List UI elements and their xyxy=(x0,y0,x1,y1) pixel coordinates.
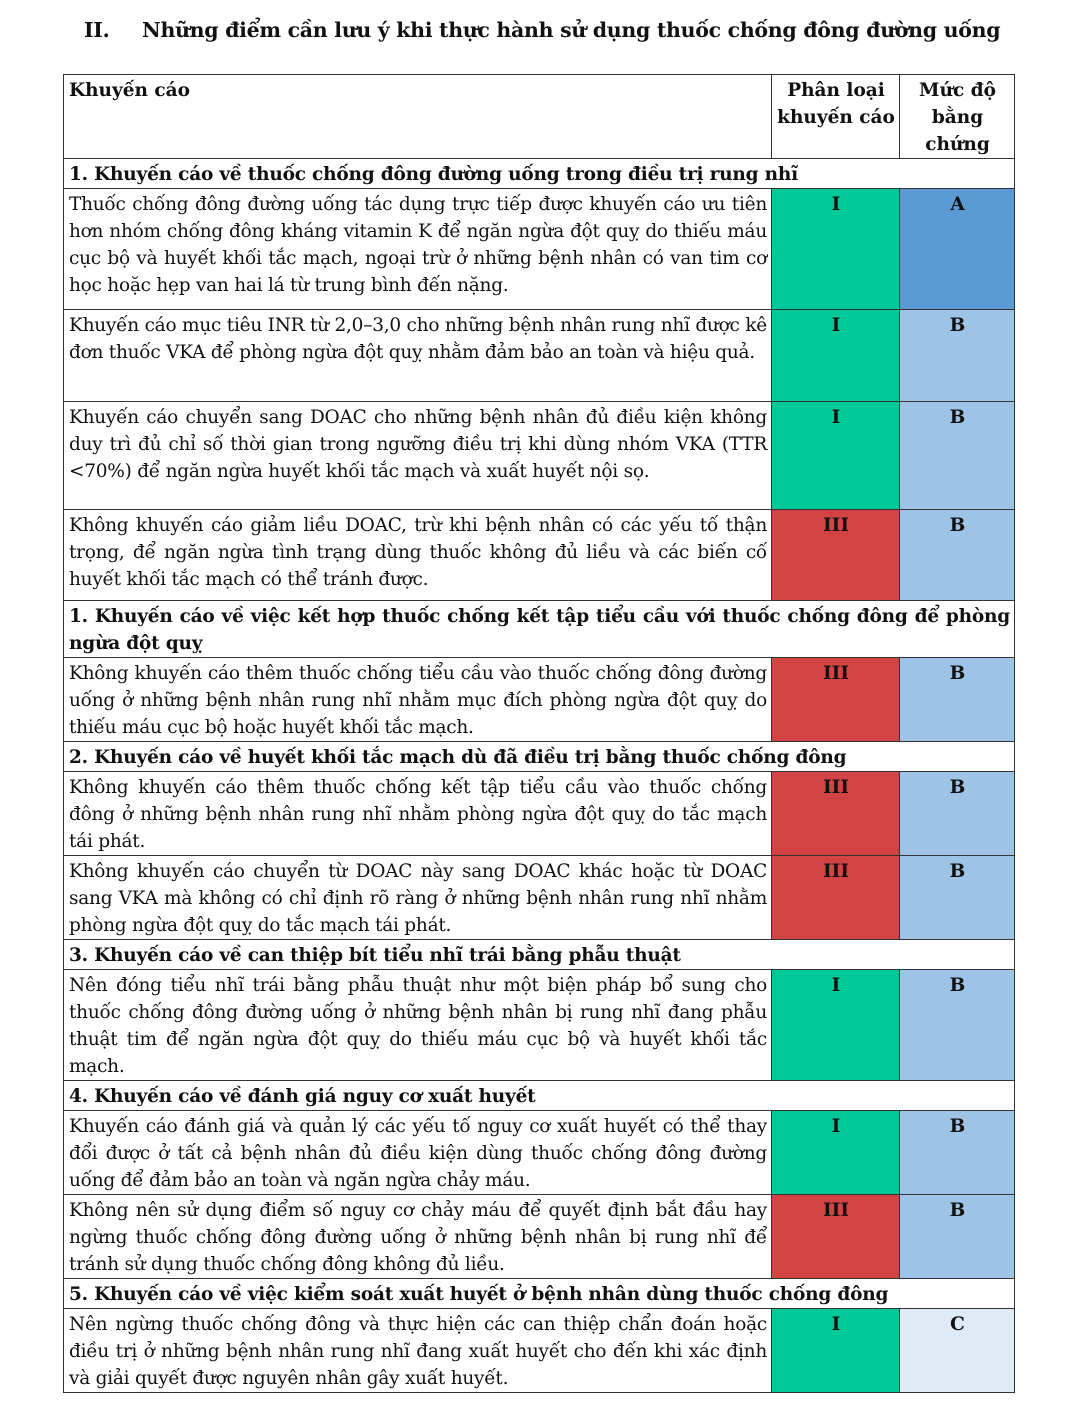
header-class: Phân loại khuyến cáo xyxy=(772,75,900,159)
class-cell: I xyxy=(772,1309,900,1393)
table-row xyxy=(64,856,1015,940)
table-row xyxy=(64,189,1015,310)
level-cell: A xyxy=(900,189,1015,310)
recommendation-text: Không khuyến cáo giảm liều DOAC, trừ khi bệnh nhân có các yếu tố thận trọng, để ngăn ngừa tình trạng dùng thuốc không đủ liều và các biến cố huyết khối tắc mạch có thể tránh được. xyxy=(64,510,772,601)
level-cell: B xyxy=(900,402,1015,510)
section-row xyxy=(64,1279,1015,1309)
recommendation-text: Nên đóng tiểu nhĩ trái bằng phẫu thuật như một biện pháp bổ sung cho thuốc chống đông đường uống ở những bệnh nhân bị rung nhĩ đang phẫu thuật tim để ngăn ngừa đột quỵ do thiếu máu cục bộ và huyết khối tắc mạch. xyxy=(64,970,772,1081)
section-title: 1. Khuyến cáo về việc kết hợp thuốc chống kết tập tiểu cầu với thuốc chống đông để phòng ngừa đột quỵ xyxy=(64,601,1015,658)
recommendation-text: Khuyến cáo mục tiêu INR từ 2,0–3,0 cho những bệnh nhân rung nhĩ được kê đơn thuốc VKA để phòng ngừa đột quỵ nhằm đảm bảo an toàn và hiệu quả. xyxy=(64,310,772,402)
table-row xyxy=(64,1195,1015,1279)
recommendation-text: Thuốc chống đông đường uống tác dụng trực tiếp được khuyến cáo ưu tiên hơn nhóm chống đông kháng vitamin K để ngăn ngừa đột quỵ do thiếu máu cục bộ và huyết khối tắc mạch, ngoại trừ ở những bệnh nhân có van tim cơ học hoặc hẹp van hai lá từ trung bình đến nặng. xyxy=(64,189,772,310)
class-cell: III xyxy=(772,856,900,940)
header-level: Mức độ bằng chứng xyxy=(900,75,1015,159)
table-row xyxy=(64,772,1015,856)
class-cell: III xyxy=(772,510,900,601)
table-row xyxy=(64,310,1015,402)
recommendation-text: Khuyến cáo đánh giá và quản lý các yếu tố nguy cơ xuất huyết có thể thay đổi được ở tất cả bệnh nhân đủ điều kiện dùng thuốc chống đông đường uống để đảm bảo an toàn và ngăn ngừa chảy máu. xyxy=(64,1111,772,1195)
class-cell: III xyxy=(772,772,900,856)
level-cell: B xyxy=(900,970,1015,1081)
table-row xyxy=(64,658,1015,742)
class-cell: I xyxy=(772,189,900,310)
section-title: 3. Khuyến cáo về can thiệp bít tiểu nhĩ trái bằng phẫu thuật xyxy=(64,940,1015,970)
class-cell: III xyxy=(772,1195,900,1279)
section-row xyxy=(64,940,1015,970)
level-cell: B xyxy=(900,856,1015,940)
level-cell: B xyxy=(900,310,1015,402)
level-cell: B xyxy=(900,510,1015,601)
level-cell: B xyxy=(900,1195,1015,1279)
recommendation-text: Nên ngừng thuốc chống đông và thực hiện các can thiệp chẩn đoán hoặc điều trị ở những bệnh nhân rung nhĩ đang xuất huyết cho đến khi xác định và giải quyết được nguyên nhân gây xuất huyết. xyxy=(64,1309,772,1393)
recommendation-text: Không khuyến cáo thêm thuốc chống kết tập tiểu cầu vào thuốc chống đông ở những bệnh nhân rung nhĩ nhằm phòng ngừa đột quỵ do tắc mạch tái phát. xyxy=(64,772,772,856)
level-cell: B xyxy=(900,658,1015,742)
class-cell: I xyxy=(772,970,900,1081)
recommendation-text: Không nên sử dụng điểm số nguy cơ chảy máu để quyết định bắt đầu hay ngừng thuốc chống đông đường uống ở những bệnh nhân bị rung nhĩ để tránh sử dụng thuốc chống đông không đủ liều. xyxy=(64,1195,772,1279)
class-cell: I xyxy=(772,402,900,510)
section-number: II. xyxy=(84,18,110,42)
table-row xyxy=(64,1111,1015,1195)
section-row xyxy=(64,1081,1015,1111)
section-title: 5. Khuyến cáo về việc kiểm soát xuất huyết ở bệnh nhân dùng thuốc chống đông xyxy=(64,1279,1015,1309)
section-heading xyxy=(84,18,1044,42)
section-title: Những điểm cần lưu ý khi thực hành sử dụng thuốc chống đông đường uống xyxy=(142,18,1001,42)
table-row xyxy=(64,402,1015,510)
table-row xyxy=(64,1309,1015,1393)
class-cell: I xyxy=(772,310,900,402)
level-cell: C xyxy=(900,1309,1015,1393)
recommendation-text: Không khuyến cáo thêm thuốc chống tiểu cầu vào thuốc chống đông đường uống ở những bệnh nhân rung nhĩ nhằm mục đích phòng ngừa đột quỵ do thiếu máu cục bộ hoặc huyết khối tắc mạch. xyxy=(64,658,772,742)
header-recommendation: Khuyến cáo xyxy=(64,75,772,159)
table-row xyxy=(64,970,1015,1081)
section-row xyxy=(64,159,1015,189)
table-row xyxy=(64,510,1015,601)
section-title: 4. Khuyến cáo về đánh giá nguy cơ xuất huyết xyxy=(64,1081,1015,1111)
section-row xyxy=(64,742,1015,772)
recommendation-table xyxy=(63,74,1015,1393)
class-cell: III xyxy=(772,658,900,742)
level-cell: B xyxy=(900,772,1015,856)
class-cell: I xyxy=(772,1111,900,1195)
recommendation-text: Không khuyến cáo chuyển từ DOAC này sang DOAC khác hoặc từ DOAC sang VKA mà không có chỉ định rõ ràng ở những bệnh nhân rung nhĩ nhằm phòng ngừa đột quỵ do tắc mạch tái phát. xyxy=(64,856,772,940)
recommendation-text: Khuyến cáo chuyển sang DOAC cho những bệnh nhân đủ điều kiện không duy trì đủ chỉ số thời gian trong ngưỡng điều trị khi dùng nhóm VKA (TTR <70%) để ngăn ngừa huyết khối tắc mạch và xuất huyết nội sọ. xyxy=(64,402,772,510)
header-row xyxy=(64,75,1015,159)
section-title: 2. Khuyến cáo về huyết khối tắc mạch dù đã điều trị bằng thuốc chống đông xyxy=(64,742,1015,772)
section-title: 1. Khuyến cáo về thuốc chống đông đường uống trong điều trị rung nhĩ xyxy=(64,159,1015,189)
section-row xyxy=(64,601,1015,658)
level-cell: B xyxy=(900,1111,1015,1195)
